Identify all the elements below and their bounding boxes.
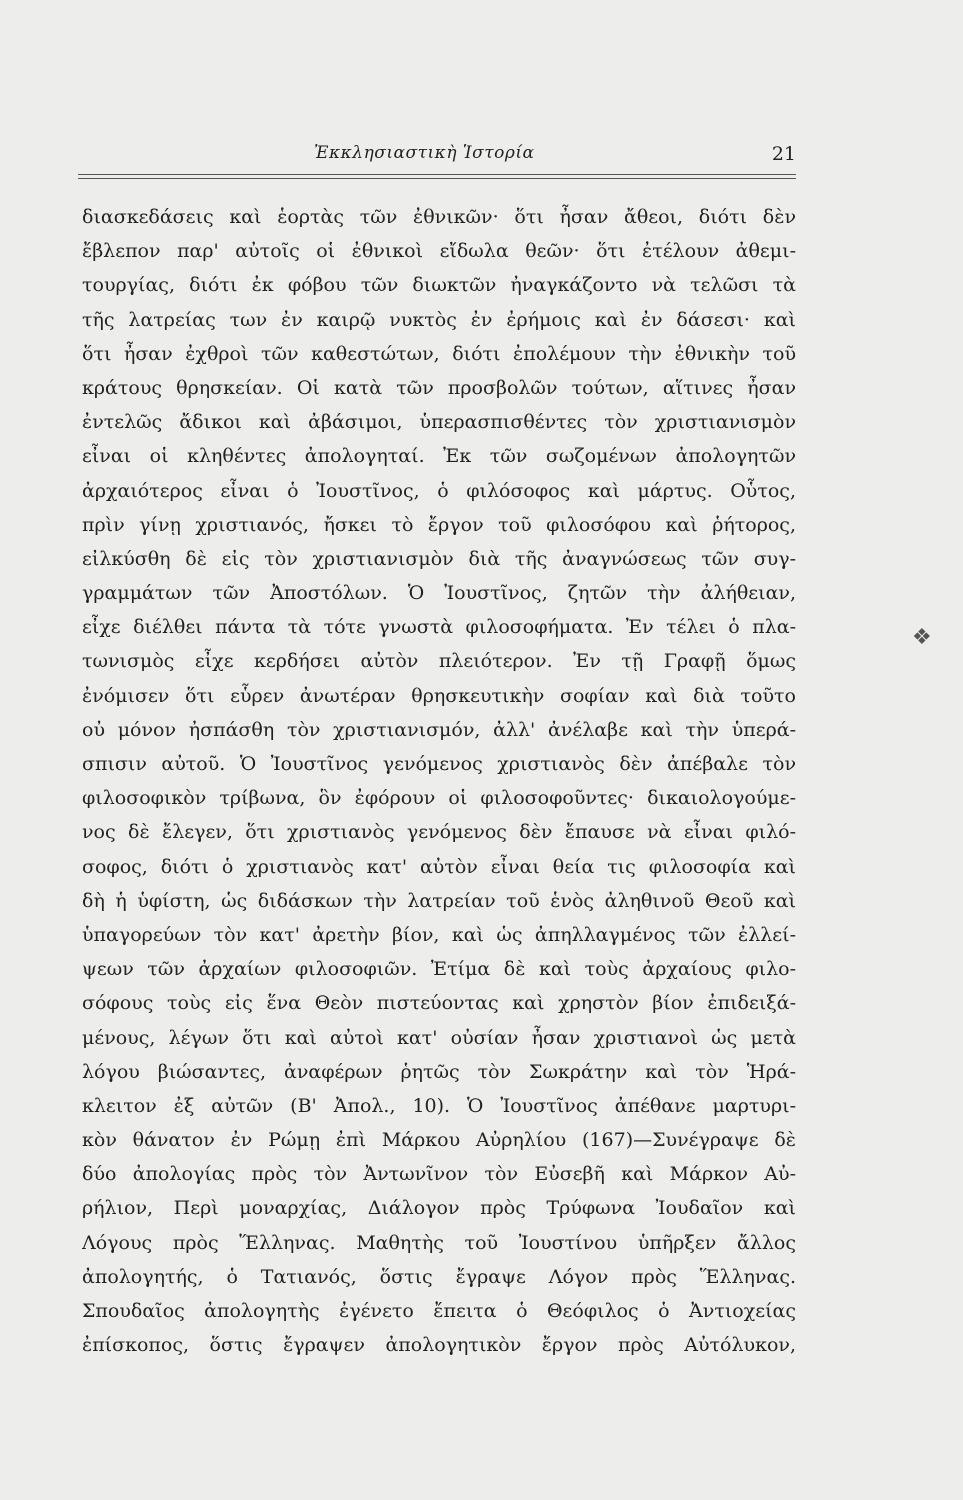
text-line: τῆς λατρείας των ἐν καιρῷ νυκτὸς ἐν ἐρήμοις καὶ ἐν δάσεσι· καὶ bbox=[82, 308, 796, 331]
text-line: νος δὲ ἔλεγεν, ὅτι χριστιανὸς γενόμενος δὲν ἔπαυσε νὰ εἶναι φιλό- bbox=[82, 821, 796, 844]
text-line: ἐπίσκοπος, ὅστις ἔγραψεν ἀπολογητικὸν ἔργον πρὸς Αὐτόλυκον, bbox=[82, 1334, 796, 1357]
text-line: τουργίας, διότι ἐκ φόβου τῶν διωκτῶν ἠναγκάζοντο νὰ τελῶσι τὰ bbox=[82, 274, 796, 297]
text-line: σόφους τοὺς εἰς ἕνα Θεὸν πιστεύοντας καὶ χρηστὸν βίον ἐπιδειξά- bbox=[82, 992, 796, 1015]
text-line: ἔβλεπον παρ' αὐτοῖς οἱ ἐθνικοὶ εἴδωλα θεῶν· ὅτι ἐτέλουν ἀθεμι- bbox=[82, 240, 796, 263]
text-line: οὐ μόνον ἠσπάσθη τὸν χριστιανισμόν, ἀλλ' ἀνέλαβε καὶ τὴν ὑπερά- bbox=[82, 718, 796, 741]
text-line: εἶναι οἱ κληθέντες ἀπολογηταί. Ἐκ τῶν σωζομένων ἀπολογητῶν bbox=[82, 445, 796, 468]
text-line: σπισιν αὐτοῦ. Ὁ Ἰουστῖνος γενόμενος χριστιανὸς δὲν ἀπέβαλε τὸν bbox=[82, 753, 796, 775]
text-line: πρὶν γίνῃ χριστιανός, ἤσκει τὸ ἔργον τοῦ φιλοσόφου καὶ ῥήτορος, bbox=[82, 513, 796, 536]
text-line: Λόγους πρὸς Ἕλληνας. Μαθητὴς τοῦ Ἰουστίνου ὑπῆρξεν ἄλλος bbox=[82, 1231, 796, 1254]
text-line: ἀπολογητής, ὁ Τατιανός, ὅστις ἔγραψε Λόγον πρὸς Ἕλληνας. bbox=[82, 1265, 796, 1288]
header-rule bbox=[78, 174, 796, 175]
text-line: δύο ἀπολογίας πρὸς τὸν Ἀντωνῖνον τὸν Εὐσεβῆ καὶ Μάρκον Αὐ- bbox=[82, 1163, 796, 1186]
text-line: ὑπαγορεύων τὸν κατ' ἀρετὴν βίον, καὶ ὡς ἀπηλλαγμένος τῶν ἐλλεί- bbox=[82, 923, 796, 946]
text-line: ἐντελῶς ἄδικοι καὶ ἀβάσιμοι, ὑπερασπισθέντες τὸν χριστιανισμὸν bbox=[82, 411, 796, 434]
text-line: τωνισμὸς εἶχε κερδήσει αὐτὸν πλειότερον. Ἐν τῇ Γραφῇ ὅμως bbox=[82, 650, 796, 673]
text-line: ἐνόμισεν ὅτι εὗρεν ἀνωτέραν θρησκευτικὴν σοφίαν καὶ διὰ τοῦτο bbox=[82, 684, 796, 707]
page-header bbox=[78, 143, 796, 173]
text-line: ἀρχαιότερος εἶναι ὁ Ἰουστῖνος, ὁ φιλόσοφος καὶ μάρτυς. Οὗτος, bbox=[82, 479, 796, 502]
text-line: εἰλκύσθη δὲ εἰς τὸν χριστιανισμὸν διὰ τῆς ἀναγνώσεως τῶν συγ- bbox=[82, 547, 796, 570]
text-line: δὴ ἡ ὑφίστη, ὡς διδάσκων τὴν λατρείαν τοῦ ἑνὸς ἀληθινοῦ Θεοῦ καὶ bbox=[82, 889, 796, 912]
text-line: σοφος, διότι ὁ χριστιανὸς κατ' αὐτὸν εἶναι θεία τις φιλοσοφία καὶ bbox=[82, 855, 796, 878]
header-rule bbox=[78, 178, 796, 179]
text-line: κλειτον ἐξ αὐτῶν (Β' Ἀπολ., 10). Ὁ Ἰουστῖνος ἀπέθανε μαρτυρι- bbox=[82, 1094, 796, 1117]
text-line: ψεων τῶν ἀρχαίων φιλοσοφιῶν. Ἐτίμα δὲ καὶ τοὺς ἀρχαίους φιλο- bbox=[82, 958, 796, 981]
text-line: μένους, λέγων ὅτι καὶ αὐτοὶ κατ' οὐσίαν ἦσαν χριστιανοὶ ὡς μετὰ bbox=[82, 1026, 796, 1049]
body-text bbox=[82, 200, 796, 1362]
text-line: κράτους θρησκείαν. Οἱ κατὰ τῶν προσβολῶν τούτων, αἵτινες ἦσαν bbox=[82, 376, 796, 399]
text-line: διασκεδάσεις καὶ ἑορτὰς τῶν ἐθνικῶν· ὅτι ἦσαν ἄθεοι, διότι δὲν bbox=[82, 206, 796, 228]
text-line: κὸν θάνατον ἐν Ρώμῃ ἐπὶ Μάρκου Αὐρηλίου (167)—Συνέγραψε δὲ bbox=[82, 1129, 796, 1152]
text-line: εἶχε διέλθει πάντα τὰ τότε γνωστὰ φιλοσοφήματα. Ἐν τέλει ὁ πλα- bbox=[82, 616, 796, 639]
text-line: φιλοσοφικὸν τρίβωνα, ὃν ἐφόρουν οἱ φιλοσοφοῦντες· δικαιολογούμε- bbox=[82, 787, 796, 810]
page-number: 21 bbox=[771, 143, 796, 165]
text-line: ρήλιον, Περὶ μοναρχίας, Διάλογον πρὸς Τρύφωνα Ἰουδαῖον καὶ bbox=[82, 1197, 796, 1220]
text-line: γραμμάτων τῶν Ἀποστόλων. Ὁ Ἰουστῖνος, ζητῶν τὴν ἀλήθειαν, bbox=[82, 582, 796, 605]
text-line: ὅτι ἦσαν ἐχθροὶ τῶν καθεστώτων, διότι ἐπολέμουν τὴν ἐθνικὴν τοῦ bbox=[82, 342, 796, 365]
text-line: λόγου βιώσαντες, ἀναφέρων ῥητῶς τὸν Σωκράτην καὶ τὸν Ἡρά- bbox=[82, 1060, 796, 1083]
ink-mark-icon: ❖ bbox=[912, 625, 932, 650]
text-line: Σπουδαῖος ἀπολογητὴς ἐγένετο ἔπειτα ὁ Θεόφιλος ὁ Ἀντιοχείας bbox=[82, 1300, 796, 1322]
running-title: Ἐκκλησιαστικὴ Ἱστορία bbox=[314, 143, 535, 163]
